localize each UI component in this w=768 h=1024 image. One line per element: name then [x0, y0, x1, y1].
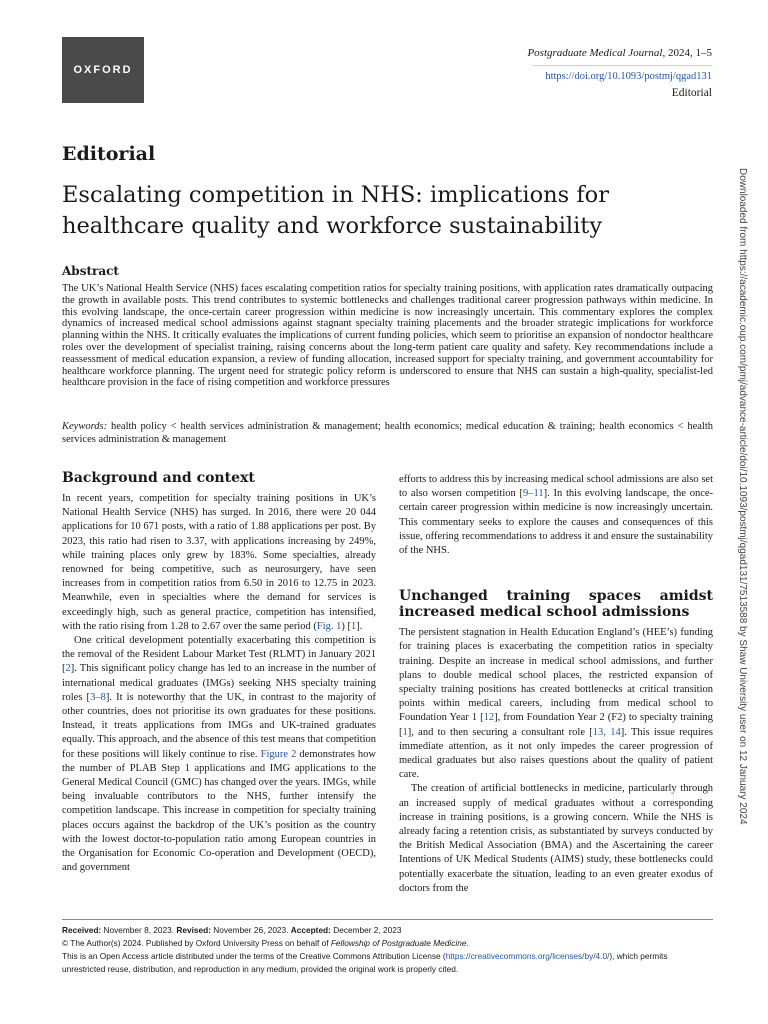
article-type: Editorial — [671, 87, 712, 99]
keywords — [62, 421, 713, 446]
abstract-heading: Abstract — [62, 264, 119, 278]
text-run: ) [ — [341, 620, 352, 632]
text-run: ]. This significant policy change has led to an increase in the number of international medical graduates (IMGs) seeking NHS specialty training roles [ — [62, 663, 376, 703]
paragraph — [399, 473, 713, 558]
copyright-line — [62, 937, 713, 950]
figure-link[interactable]: Figure 2 — [260, 748, 297, 760]
reference-link[interactable]: 2 — [65, 663, 71, 675]
article-title: Escalating competition in NHS: implications for healthcare quality and workforce sustainability — [62, 182, 609, 239]
text-run: demonstrates how the number of PLAB Step 1 applications and IMG applications to the General Medical Council (GMC) has changed over the years. IMGs, while being invaluable contributors to the NHS, further intensify the competition landscape. This increase in competition for specialty training places occurs against the backdrop of the UK’s position as the country with the lowest doctor-to-population ratio among European countries in the Organisation for Economic Co-operation and Development (OECD), and government — [62, 748, 376, 874]
doi-link[interactable]: https://doi.org/10.1093/postmj/qgad131 — [545, 71, 712, 82]
reference-link[interactable]: 9–11 — [523, 488, 544, 500]
footer — [62, 924, 713, 976]
revised-label: Revised: — [176, 925, 211, 935]
received-date: November 8, 2023. — [101, 925, 177, 935]
journal-name: Postgraduate Medical Journal — [527, 47, 663, 59]
section-heading-background: Background and context — [62, 470, 255, 486]
license-link[interactable]: https://creativecommons.org/licenses/by/4.0/ — [445, 951, 610, 961]
paragraph: The creation of artificial bottlenecks in medicine, particularly through an increased supply of medical graduates without a corresponding increase in training positions, is a growing concern. While the NHS is already facing a retention crisis, as substantiated by surveys conducted by the British Medical Association (BMA) and the Ascertaining the career Intentions of UK Medical Students (AIMS) study, these bottlenecks could potentially exacerbate the situation, leading to an even greater exodus of doctors from the — [399, 783, 713, 894]
journal-year-pages: , 2024, 1–5 — [662, 47, 712, 59]
download-watermark: Downloaded from https://academic.oup.com/pmj/advance-article/doi/10.1093/postmj/qgad131/7513588 by Shaw University user on 12 January 2024 — [737, 168, 748, 825]
masthead-divider — [532, 65, 712, 66]
dates-line — [62, 924, 713, 937]
text-run: ]. — [356, 620, 363, 632]
section-heading-training-spaces: Unchanged training spaces amidst increased medical school admissions — [399, 588, 713, 621]
abstract-text: The UK’s National Health Service (NHS) faces escalating competition ratios for specialty training positions, with application rates dramatically outpacing the growth in available posts. This trend contributes to systemic bottlenecks and challenges traditional career progression pathways within medicine. In this evolving landscape, the once-certain career progression within medicine is now increasingly uncertain. This commentary explores the complex dynamics of increased medical school admissions against stagnant specialty training placements and the broader strategic implications for workforce planning within the NHS. It critically evaluates the implications of current funding policies, which seem to prioritise an expansion of nondoctor healthcare roles over the development of specialist training, raising concerns about the long-term patient care quality and safety. Key recommendations include a reassessment of medical education expansion, a review of funding allocation, increased support for specialty training, and government accountability for healthcare workforce planning. The urgent need for strategic policy reform is underscored to ensure that NHS can sustain a high-quality, specialist-led healthcare provision in the face of rising competition and workforce pressures — [62, 283, 713, 389]
keywords-text: health policy < health services administration & management; health economics; medical education & training; health economics < health services administration & management — [62, 421, 713, 445]
text-run: The persistent stagnation in Health Education England’s (HEE’s) funding for training places is exacerbating the competition ratios in specialty training. Despite an increase in medical school admissions, and further plans to double medical school places, the restricted expansion of specialty training positions has created bottlenecks at critical transition points within medical careers, including from medical school to Foundation Year 1 [ — [399, 627, 713, 724]
paragraph — [399, 626, 713, 782]
footer-divider — [62, 919, 713, 920]
revised-date: November 26, 2023. — [210, 925, 291, 935]
masthead — [527, 45, 712, 101]
text-run: © The Author(s) 2024. Published by Oxford University Press on behalf of — [62, 938, 331, 948]
society-name: Fellowship of Postgraduate Medicine — [330, 938, 467, 948]
reference-link[interactable]: 13, 14 — [592, 726, 621, 738]
text-run: ), which permits unrestricted reuse, distribution, and reproduction in any medium, provided the original work is properly cited. — [62, 951, 668, 974]
text-run: ], and to then securing a consultant role [ — [407, 726, 593, 738]
text-run: . — [466, 938, 469, 948]
text-run: In recent years, competition for specialty training positions in UK’s National Health Service (NHS) has surged. In 2016, there were 20 044 applications for 10 671 posts, with a ratio of 1.88 applications per post. By 2023, this ratio had risen to 3.37, with applications increasing by 249%, while training places only grew by 183%. Some specialties, already renowned for being competitive, such as neurosurgery, have seen increases from in competition ratios from 6.50 in 2016 to 12.75 in 2023. Meanwhile, even in specialties where the demand for services is exceedingly high, such as general practice, competition has intensified, with the ratio rising from 1.28 to 2.67 over the same period ( — [62, 493, 376, 632]
paragraph — [62, 492, 376, 634]
figure-link[interactable]: Fig. 1 — [316, 620, 342, 632]
text-run: ]. This issue requires immediate attention, as it not only impedes the career progression of medical graduates but also raises questions about the quality of patient care. — [399, 726, 713, 781]
right-column — [399, 473, 713, 896]
text-run: ], from Foundation Year 2 (F2) to specialty training [ — [399, 712, 713, 738]
paragraph — [62, 634, 376, 875]
text-run: ]. In this evolving landscape, the once-certain career progression within medicine is now increasingly uncertain. This commentary seeks to explore the causes and consequences of this issue, offering recommendations to address it and ensure the sustainability of the NHS. — [399, 488, 714, 557]
keywords-label: Keywords: — [62, 421, 108, 432]
reference-link[interactable]: 3–8 — [90, 691, 106, 703]
oxford-logo: OXFORD — [62, 37, 144, 103]
license-line — [62, 950, 713, 976]
received-label: Received: — [62, 925, 102, 935]
reference-link[interactable]: 12 — [483, 712, 495, 724]
text-run: efforts to address this by increasing medical school admissions are also set to also worsen competition [ — [399, 474, 713, 500]
reference-link[interactable]: 1 — [402, 726, 408, 738]
accepted-date: December 2, 2023 — [330, 925, 402, 935]
text-run: This is an Open Access article distributed under the terms of the Creative Commons Attribution License ( — [62, 951, 446, 961]
section-label: Editorial — [62, 143, 156, 165]
accepted-label: Accepted: — [290, 925, 331, 935]
text-run: One critical development potentially exacerbating this competition is the removal of the Resident Labour Market Test (RLMT) in January 2021 [ — [62, 635, 376, 675]
left-column — [62, 470, 376, 875]
reference-link[interactable]: 1 — [351, 620, 357, 632]
text-run: ]. It is noteworthy that the UK, in contrast to the majority of other countries, does not prioritise its own graduates for these positions. Instead, it treats applications from IMGs and UK-trained graduates equally. This approach, and the absence of this test means that competition for these positions will likely continue to rise. — [62, 691, 376, 760]
